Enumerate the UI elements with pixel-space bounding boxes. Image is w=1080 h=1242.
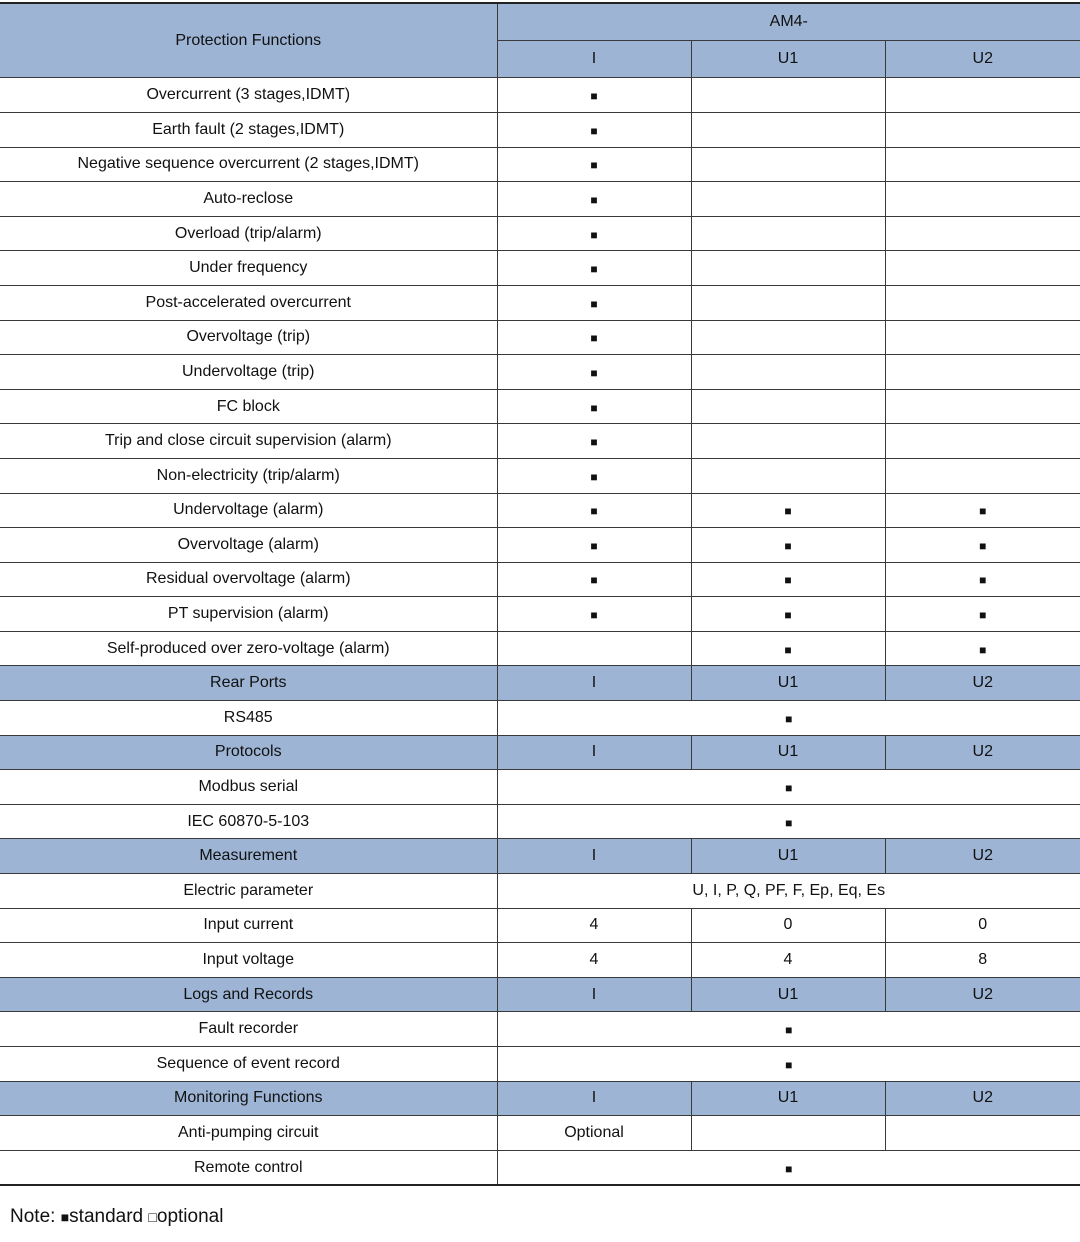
row-label: Input voltage <box>0 943 497 978</box>
standard-square-icon: ■ <box>590 608 598 623</box>
standard-square-icon: ■ <box>590 123 598 138</box>
row-value-i <box>497 631 691 666</box>
row-label: RS485 <box>0 701 497 736</box>
table-row <box>0 597 1080 632</box>
row-value-u1 <box>691 528 885 563</box>
standard-square-icon: ■ <box>785 711 793 726</box>
table-row <box>0 874 1080 909</box>
spec-table-body <box>0 3 1080 1185</box>
section-variant-u2: U2 <box>885 735 1080 770</box>
row-value-all-variants <box>497 770 1080 805</box>
section-variant-u2: U2 <box>885 977 1080 1012</box>
row-value-u2 <box>885 493 1080 528</box>
row-value-u2: 0 <box>885 908 1080 943</box>
section-variant-i: I <box>497 977 691 1012</box>
standard-square-icon: ■ <box>60 1209 70 1225</box>
table-row <box>0 631 1080 666</box>
standard-square-icon: ■ <box>590 158 598 173</box>
table-row <box>0 770 1080 805</box>
standard-square-icon: ■ <box>590 435 598 450</box>
row-value-u1 <box>691 389 885 424</box>
row-value-all-variants <box>497 1047 1080 1082</box>
table-row <box>0 355 1080 390</box>
row-value-u1 <box>691 355 885 390</box>
standard-square-icon: ■ <box>979 538 987 553</box>
variant-header-u1: U1 <box>691 41 885 78</box>
table-row <box>0 528 1080 563</box>
table-row <box>0 182 1080 217</box>
row-value-u2 <box>885 147 1080 182</box>
standard-square-icon: ■ <box>590 469 598 484</box>
row-value-i <box>497 458 691 493</box>
row-value-i: 4 <box>497 943 691 978</box>
standard-square-icon: ■ <box>785 1023 793 1038</box>
section-title: Measurement <box>0 839 497 874</box>
row-value-u2 <box>885 251 1080 286</box>
row-value-u2 <box>885 216 1080 251</box>
row-label: IEC 60870-5-103 <box>0 804 497 839</box>
variant-header-i: I <box>497 41 691 78</box>
section-variant-u1: U1 <box>691 839 885 874</box>
row-value-u1 <box>691 216 885 251</box>
row-label: Under frequency <box>0 251 497 286</box>
section-title: Monitoring Functions <box>0 1081 497 1116</box>
standard-square-icon: ■ <box>590 573 598 588</box>
row-value-u2 <box>885 112 1080 147</box>
row-value-u2 <box>885 562 1080 597</box>
row-value-i <box>497 355 691 390</box>
section-variant-i: I <box>497 839 691 874</box>
row-value-u2 <box>885 182 1080 217</box>
standard-square-icon: ■ <box>784 504 792 519</box>
row-value-i: 4 <box>497 908 691 943</box>
protection-functions-header: Protection Functions <box>0 3 497 78</box>
table-row <box>0 1047 1080 1082</box>
row-value-u1 <box>691 320 885 355</box>
row-label: Negative sequence overcurrent (2 stages,IDMT) <box>0 147 497 182</box>
table-row <box>0 701 1080 736</box>
standard-square-icon: ■ <box>590 400 598 415</box>
row-value-u1 <box>691 182 885 217</box>
section-title: Rear Ports <box>0 666 497 701</box>
row-label: Non-electricity (trip/alarm) <box>0 458 497 493</box>
note-prefix: Note: <box>10 1206 61 1227</box>
section-title: Logs and Records <box>0 977 497 1012</box>
section-variant-u1: U1 <box>691 666 885 701</box>
row-label: Undervoltage (trip) <box>0 355 497 390</box>
row-value-u2 <box>885 78 1080 113</box>
row-label: Overvoltage (trip) <box>0 320 497 355</box>
row-label: Electric parameter <box>0 874 497 909</box>
model-header: AM4- <box>497 3 1080 41</box>
row-value-u1 <box>691 251 885 286</box>
table-row <box>0 424 1080 459</box>
row-value-i <box>497 147 691 182</box>
row-value-all-variants <box>497 1150 1080 1185</box>
row-label: Trip and close circuit supervision (alarm) <box>0 424 497 459</box>
row-label: Sequence of event record <box>0 1047 497 1082</box>
row-label: Anti-pumping circuit <box>0 1116 497 1151</box>
section-header-row <box>0 1081 1080 1116</box>
table-row <box>0 562 1080 597</box>
standard-square-icon: ■ <box>590 192 598 207</box>
row-value-u2 <box>885 424 1080 459</box>
table-row <box>0 112 1080 147</box>
variant-header-u2: U2 <box>885 41 1080 78</box>
standard-square-icon: ■ <box>784 608 792 623</box>
section-variant-u2: U2 <box>885 839 1080 874</box>
table-row <box>0 389 1080 424</box>
row-value-u1 <box>691 424 885 459</box>
standard-square-icon: ■ <box>590 296 598 311</box>
row-value-u2 <box>885 631 1080 666</box>
row-label: Earth fault (2 stages,IDMT) <box>0 112 497 147</box>
row-value-all-variants <box>497 701 1080 736</box>
standard-square-icon: ■ <box>590 365 598 380</box>
table-row <box>0 216 1080 251</box>
table-row <box>0 78 1080 113</box>
row-value-u2 <box>885 1116 1080 1151</box>
row-value-u1 <box>691 1116 885 1151</box>
section-variant-i: I <box>497 1081 691 1116</box>
standard-square-icon: ■ <box>784 573 792 588</box>
row-value-i <box>497 182 691 217</box>
row-value-u1 <box>691 493 885 528</box>
standard-square-icon: ■ <box>979 573 987 588</box>
table-row <box>0 1150 1080 1185</box>
row-value-i <box>497 251 691 286</box>
standard-square-icon: ■ <box>979 642 987 657</box>
header-row <box>0 3 1080 41</box>
row-value-u1 <box>691 147 885 182</box>
section-variant-u1: U1 <box>691 735 885 770</box>
row-value-u2 <box>885 285 1080 320</box>
table-row <box>0 320 1080 355</box>
row-value-u2 <box>885 389 1080 424</box>
row-value-u1 <box>691 562 885 597</box>
row-label: Remote control <box>0 1150 497 1185</box>
row-value-i: Optional <box>497 1116 691 1151</box>
row-label: Self-produced over zero-voltage (alarm) <box>0 631 497 666</box>
row-value-i <box>497 597 691 632</box>
row-value-i <box>497 78 691 113</box>
table-row <box>0 458 1080 493</box>
table-row <box>0 1012 1080 1047</box>
table-row <box>0 493 1080 528</box>
row-value-i <box>497 216 691 251</box>
table-row <box>0 285 1080 320</box>
standard-square-icon: ■ <box>590 331 598 346</box>
row-label: Modbus serial <box>0 770 497 805</box>
row-label: Auto-reclose <box>0 182 497 217</box>
section-variant-u1: U1 <box>691 977 885 1012</box>
standard-square-icon: ■ <box>979 504 987 519</box>
row-value-all-variants <box>497 1012 1080 1047</box>
row-value-u2 <box>885 597 1080 632</box>
table-row <box>0 804 1080 839</box>
row-value-u1: 4 <box>691 943 885 978</box>
optional-square-icon: □ <box>148 1209 157 1225</box>
legend-note <box>10 1206 223 1228</box>
row-label: Overcurrent (3 stages,IDMT) <box>0 78 497 113</box>
row-label: Post-accelerated overcurrent <box>0 285 497 320</box>
section-title: Protocols <box>0 735 497 770</box>
row-value-u1 <box>691 631 885 666</box>
row-value-i <box>497 112 691 147</box>
standard-square-icon: ■ <box>784 642 792 657</box>
row-label: Undervoltage (alarm) <box>0 493 497 528</box>
section-header-row <box>0 666 1080 701</box>
row-value-u1 <box>691 285 885 320</box>
table-row <box>0 943 1080 978</box>
row-value-i <box>497 389 691 424</box>
table-row <box>0 147 1080 182</box>
row-label: Overload (trip/alarm) <box>0 216 497 251</box>
standard-square-icon: ■ <box>590 504 598 519</box>
row-label: Overvoltage (alarm) <box>0 528 497 563</box>
section-header-row <box>0 977 1080 1012</box>
row-value-u2: 8 <box>885 943 1080 978</box>
section-variant-u2: U2 <box>885 1081 1080 1116</box>
row-value-u1 <box>691 78 885 113</box>
row-label: Input current <box>0 908 497 943</box>
table-row <box>0 1116 1080 1151</box>
section-variant-u2: U2 <box>885 666 1080 701</box>
row-value-i <box>497 320 691 355</box>
section-variant-i: I <box>497 666 691 701</box>
note-standard-label: standard <box>69 1206 144 1227</box>
spec-table <box>0 2 1080 1186</box>
row-value-i <box>497 528 691 563</box>
standard-square-icon: ■ <box>590 89 598 104</box>
standard-square-icon: ■ <box>590 262 598 277</box>
section-variant-u1: U1 <box>691 1081 885 1116</box>
standard-square-icon: ■ <box>590 227 598 242</box>
row-value-all-variants <box>497 804 1080 839</box>
standard-square-icon: ■ <box>590 538 598 553</box>
table-row <box>0 251 1080 286</box>
standard-square-icon: ■ <box>979 608 987 623</box>
row-value-u2 <box>885 320 1080 355</box>
standard-square-icon: ■ <box>785 815 793 830</box>
section-header-row <box>0 839 1080 874</box>
standard-square-icon: ■ <box>785 1161 793 1176</box>
row-value-u2 <box>885 528 1080 563</box>
row-value-u1 <box>691 458 885 493</box>
standard-square-icon: ■ <box>784 538 792 553</box>
row-value-u1 <box>691 112 885 147</box>
standard-square-icon: ■ <box>785 781 793 796</box>
row-value-i <box>497 424 691 459</box>
row-label: FC block <box>0 389 497 424</box>
note-optional-label: optional <box>156 1206 224 1227</box>
row-value-u1 <box>691 597 885 632</box>
row-value-u2 <box>885 355 1080 390</box>
row-value-u2 <box>885 458 1080 493</box>
section-variant-i: I <box>497 735 691 770</box>
standard-square-icon: ■ <box>785 1057 793 1072</box>
row-value-u1: 0 <box>691 908 885 943</box>
row-value-i <box>497 562 691 597</box>
row-label: PT supervision (alarm) <box>0 597 497 632</box>
row-value-all-variants: U, I, P, Q, PF, F, Ep, Eq, Es <box>497 874 1080 909</box>
row-value-i <box>497 285 691 320</box>
section-header-row <box>0 735 1080 770</box>
row-label: Residual overvoltage (alarm) <box>0 562 497 597</box>
row-value-i <box>497 493 691 528</box>
row-label: Fault recorder <box>0 1012 497 1047</box>
table-row <box>0 908 1080 943</box>
